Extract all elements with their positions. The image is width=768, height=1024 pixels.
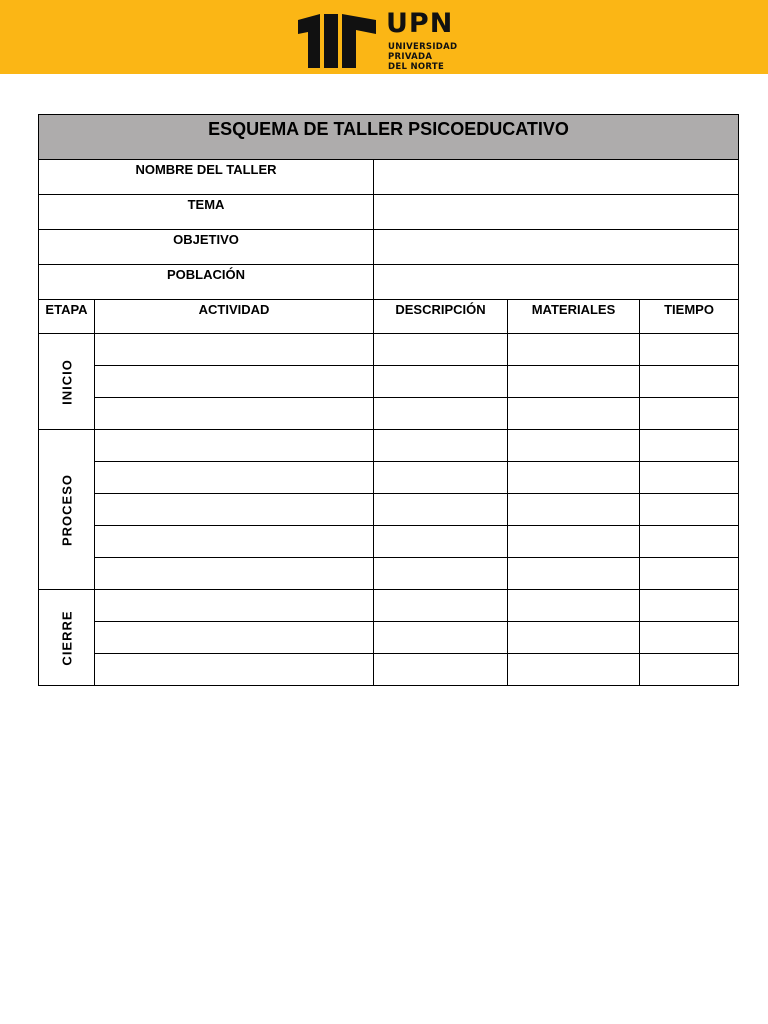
cell-descripcion[interactable] (374, 590, 508, 622)
label-poblacion: POBLACIÓN (39, 265, 374, 300)
cell-actividad[interactable] (95, 494, 374, 526)
cell-descripcion[interactable] (374, 430, 508, 462)
logo-line-3: DEL NORTE (388, 62, 445, 72)
cell-actividad[interactable] (95, 398, 374, 430)
cell-tiempo[interactable] (640, 654, 739, 686)
form-title: ESQUEMA DE TALLER PSICOEDUCATIVO (39, 115, 739, 160)
cell-descripcion[interactable] (374, 494, 508, 526)
col-header-etapa: ETAPA (39, 300, 95, 334)
cell-materiales[interactable] (508, 366, 640, 398)
field-nombre-taller[interactable] (374, 160, 739, 195)
cell-materiales[interactable] (508, 430, 640, 462)
header-band (0, 0, 768, 74)
logo-upn-text: UPN (386, 8, 454, 39)
cell-materiales[interactable] (508, 334, 640, 366)
cell-tiempo[interactable] (640, 526, 739, 558)
cell-descripcion[interactable] (374, 462, 508, 494)
cell-materiales[interactable] (508, 398, 640, 430)
label-tema: TEMA (39, 195, 374, 230)
stage-label-proceso: PROCESO (59, 473, 74, 546)
stage-inicio (39, 334, 95, 430)
cell-tiempo[interactable] (640, 398, 739, 430)
col-header-descripcion: DESCRIPCIÓN (374, 300, 508, 334)
cell-materiales[interactable] (508, 494, 640, 526)
label-objetivo: OBJETIVO (39, 230, 374, 265)
cell-tiempo[interactable] (640, 462, 739, 494)
col-header-tiempo: TIEMPO (640, 300, 739, 334)
cell-tiempo[interactable] (640, 494, 739, 526)
upn-logo (298, 10, 478, 70)
cell-descripcion[interactable] (374, 558, 508, 590)
cell-tiempo[interactable] (640, 622, 739, 654)
cell-tiempo[interactable] (640, 430, 739, 462)
field-poblacion[interactable] (374, 265, 739, 300)
col-header-materiales: MATERIALES (508, 300, 640, 334)
stage-label-cierre: CIERRE (59, 609, 74, 666)
cell-actividad[interactable] (95, 334, 374, 366)
cell-materiales[interactable] (508, 558, 640, 590)
cell-descripcion[interactable] (374, 334, 508, 366)
cell-materiales[interactable] (508, 654, 640, 686)
col-header-actividad: ACTIVIDAD (95, 300, 374, 334)
field-objetivo[interactable] (374, 230, 739, 265)
cell-descripcion[interactable] (374, 398, 508, 430)
logo-line-1: UNIVERSIDAD (388, 42, 458, 52)
cell-actividad[interactable] (95, 430, 374, 462)
stage-proceso (39, 430, 95, 590)
label-nombre-taller: NOMBRE DEL TALLER (39, 160, 374, 195)
cell-materiales[interactable] (508, 462, 640, 494)
cell-materiales[interactable] (508, 590, 640, 622)
cell-descripcion[interactable] (374, 366, 508, 398)
cell-descripcion[interactable] (374, 654, 508, 686)
cell-tiempo[interactable] (640, 590, 739, 622)
cell-actividad[interactable] (95, 366, 374, 398)
cell-actividad[interactable] (95, 590, 374, 622)
cell-actividad[interactable] (95, 462, 374, 494)
cell-actividad[interactable] (95, 622, 374, 654)
upn-torch-icon (298, 12, 378, 70)
logo-line-2: PRIVADA (388, 52, 433, 62)
cell-descripcion[interactable] (374, 622, 508, 654)
cell-materiales[interactable] (508, 622, 640, 654)
cell-tiempo[interactable] (640, 334, 739, 366)
workshop-schema-table (38, 114, 739, 686)
cell-materiales[interactable] (508, 526, 640, 558)
cell-actividad[interactable] (95, 654, 374, 686)
cell-actividad[interactable] (95, 526, 374, 558)
stage-cierre (39, 590, 95, 686)
stage-label-inicio: INICIO (59, 358, 74, 405)
cell-descripcion[interactable] (374, 526, 508, 558)
cell-actividad[interactable] (95, 558, 374, 590)
field-tema[interactable] (374, 195, 739, 230)
cell-tiempo[interactable] (640, 558, 739, 590)
cell-tiempo[interactable] (640, 366, 739, 398)
